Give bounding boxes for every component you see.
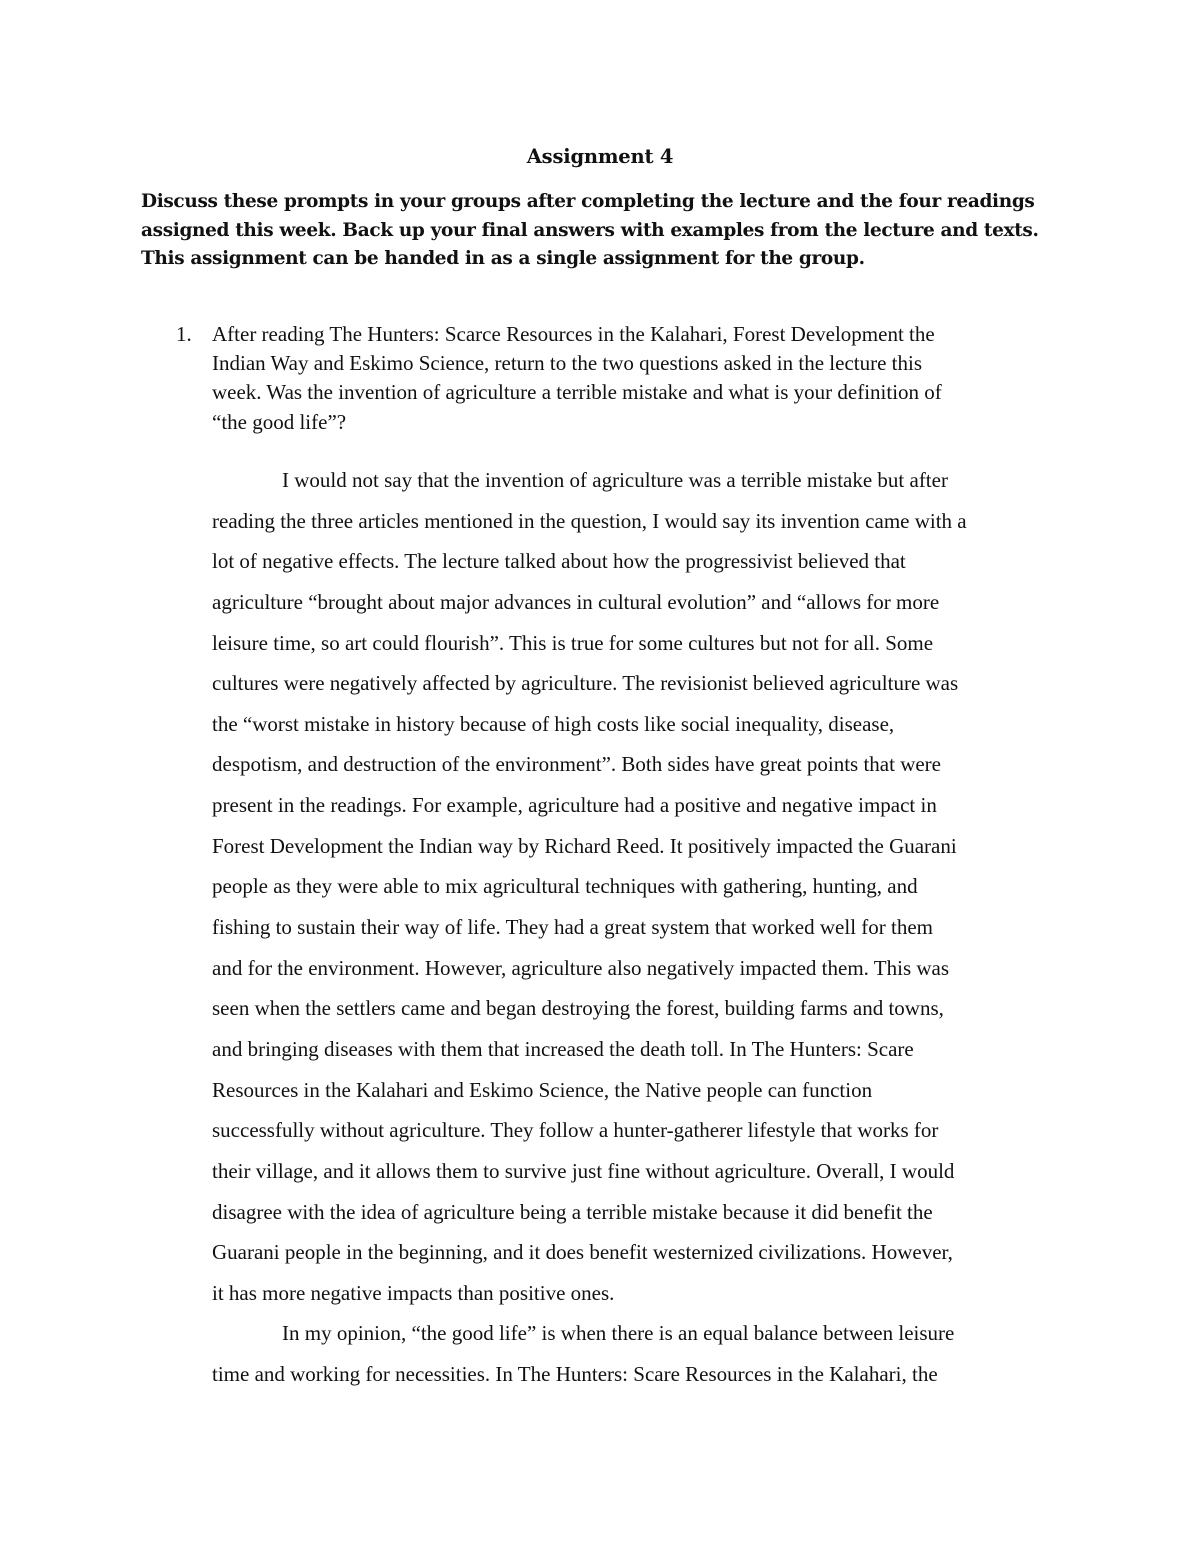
instructions-line: This assignment can be handed in as a single assignment for the group. xyxy=(141,248,865,269)
answer-line: cultures were negatively affected by agriculture. The revisionist believed agriculture was xyxy=(212,671,959,696)
answer-line: In my opinion, “the good life” is when there is an equal balance between leisure xyxy=(282,1321,955,1346)
question-line: week. Was the invention of agriculture a terrible mistake and what is your definition of xyxy=(212,380,942,405)
answer-line: successfully without agriculture. They follow a hunter-gatherer lifestyle that works for xyxy=(212,1118,939,1143)
instructions-paragraph xyxy=(141,188,1061,274)
question-number: 1. xyxy=(176,322,192,346)
question-line: After reading The Hunters: Scarce Resources in the Kalahari, Forest Development the xyxy=(212,322,935,346)
instructions-line: assigned this week. Back up your final answers with examples from the lecture and texts. xyxy=(141,219,1039,241)
answer-line: present in the readings. For example, agriculture had a positive and negative impact in xyxy=(212,793,937,818)
answer-line: leisure time, so art could flourish”. This is true for some cultures but not for all. Some xyxy=(212,630,934,655)
answer-line: fishing to sustain their way of life. They had a great system that worked well for them xyxy=(212,915,934,940)
answer-line: the “worst mistake in history because of high costs like social inequality, disease, xyxy=(212,711,895,736)
question-line: Indian Way and Eskimo Science, return to the two questions asked in the lecture this xyxy=(212,351,923,376)
answer-line: disagree with the idea of agriculture being a terrible mistake because it did benefit the xyxy=(212,1199,933,1224)
answer-line: Guarani people in the beginning, and it does benefit westernized civilizations. However, xyxy=(212,1240,953,1265)
answer-line: seen when the settlers came and began destroying the forest, building farms and towns, xyxy=(212,996,944,1021)
question-line: “the good life”? xyxy=(212,409,347,434)
answer-line: agriculture “brought about major advances in cultural evolution” and “allows for more xyxy=(212,589,940,614)
answer-line: I would not say that the invention of agriculture was a terrible mistake but after xyxy=(282,468,948,492)
instructions-line: Discuss these prompts in your groups after completing the lecture and the four readings xyxy=(141,191,1035,212)
answer-line: despotism, and destruction of the environment”. Both sides have great points that were xyxy=(212,752,941,777)
answer-line: and bringing diseases with them that increased the death toll. In The Hunters: Scare xyxy=(212,1036,914,1061)
answer-body xyxy=(212,465,1092,1400)
question-text xyxy=(212,320,1092,437)
page-title: Assignment 4 xyxy=(526,145,674,168)
answer-line: their village, and it allows them to survive just fine without agriculture. Overall, I would xyxy=(212,1158,955,1183)
answer-line: time and working for necessities. In The Hunters: Scare Resources in the Kalahari, the xyxy=(212,1362,938,1387)
answer-line: it has more negative impacts than positive ones. xyxy=(212,1280,615,1305)
answer-line: lot of negative effects. The lecture talked about how the progressivist believed that xyxy=(212,549,906,574)
answer-line: Resources in the Kalahari and Eskimo Science, the Native people can function xyxy=(212,1077,873,1102)
answer-line: reading the three articles mentioned in the question, I would say its invention came with a xyxy=(212,508,967,533)
answer-line: people as they were able to mix agricultural techniques with gathering, hunting, and xyxy=(212,874,918,899)
answer-line: and for the environment. However, agriculture also negatively impacted them. This was xyxy=(212,955,950,980)
answer-line: Forest Development the Indian way by Richard Reed. It positively impacted the Guarani xyxy=(212,833,957,858)
